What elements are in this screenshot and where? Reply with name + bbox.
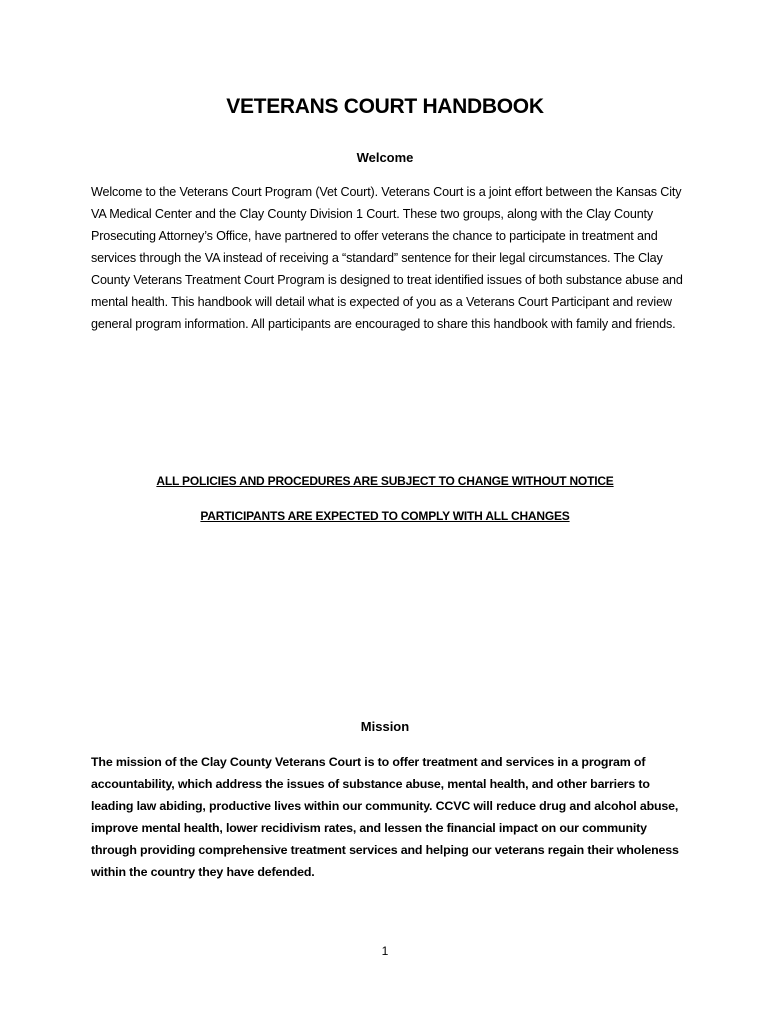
document-title: VETERANS COURT HANDBOOK xyxy=(226,95,544,118)
welcome-heading: Welcome xyxy=(356,150,414,165)
mission-paragraph: The mission of the Clay County Veterans Court is to offer treatment and services in a program of accountability, which address the issues of substance abuse, mental health, and other barriers to leading law abiding, productive lives within our community. CCVC will reduce drug and alcohol abuse, improve mental health, lower recidivism rates, and lessen the financial impact on our community through providing comprehensive treatment services and helping our veterans regain their wholeness within the country they have defended. xyxy=(91,755,679,879)
policy-change-notice: ALL POLICIES AND PROCEDURES ARE SUBJECT TO CHANGE WITHOUT NOTICE xyxy=(156,474,614,488)
compliance-notice: PARTICIPANTS ARE EXPECTED TO COMPLY WITH ALL CHANGES xyxy=(200,509,570,523)
welcome-paragraph: Welcome to the Veterans Court Program (Vet Court). Veterans Court is a joint effort between the Kansas City VA Medical Center and the Clay County Division 1 Court. These two groups, along with the Clay County Prosecuting Attorney’s Office, have partnered to offer veterans the chance to participate in treatment and services through the VA instead of receiving a “standard” sentence for their legal circumstances. The Clay County Veterans Treatment Court Program is designed to treat identified issues of both substance abuse and mental health. This handbook will detail what is expected of you as a Veterans Court Participant and review general program information. All participants are encouraged to share this handbook with family and friends. xyxy=(91,185,683,331)
page-number: 1 xyxy=(381,944,389,958)
mission-heading: Mission xyxy=(360,719,410,734)
